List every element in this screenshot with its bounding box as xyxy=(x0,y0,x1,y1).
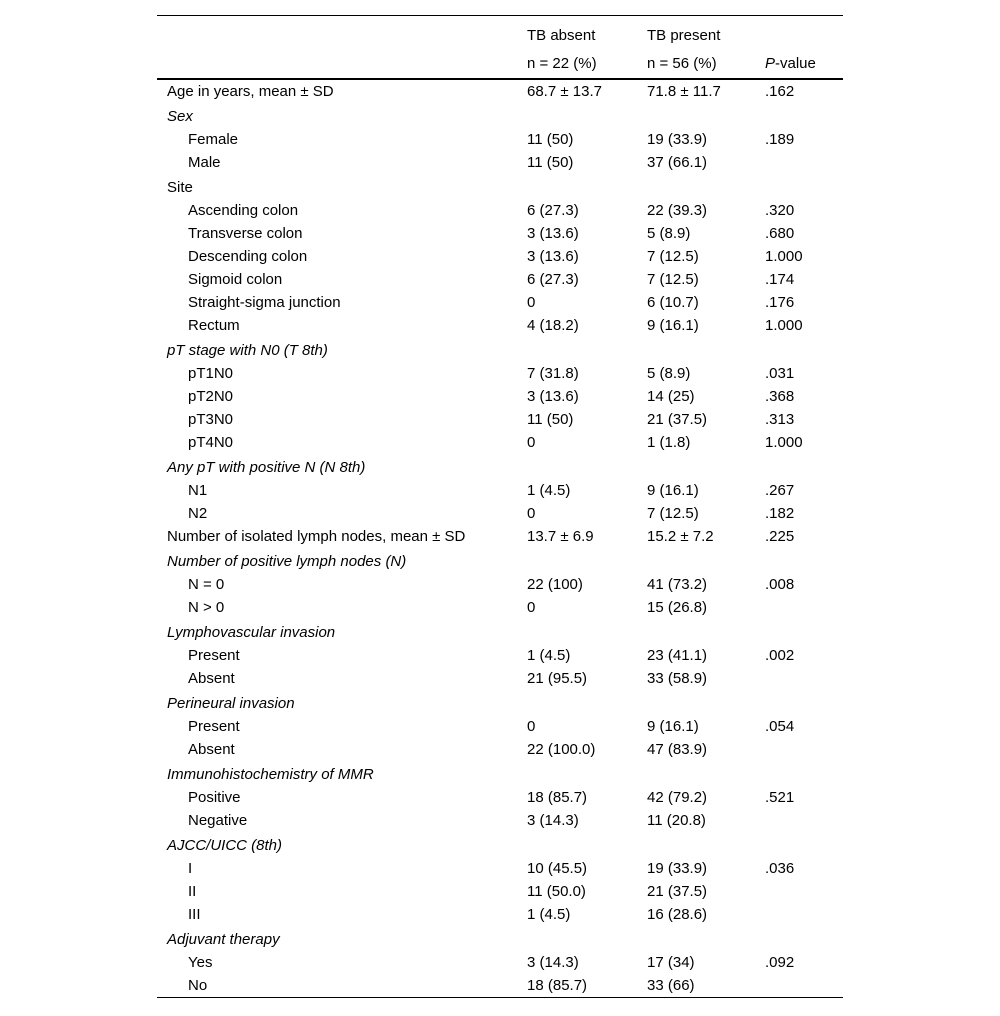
cell-p-value: 1.000 xyxy=(765,317,803,334)
cell-p-value xyxy=(765,974,843,997)
cell-p-value xyxy=(765,105,843,128)
cell-tb-absent: 4 (18.2) xyxy=(527,317,579,334)
cell-p-value: .176 xyxy=(765,294,795,311)
row-label: AJCC/UICC (8th) xyxy=(167,837,283,854)
row-label: N1 xyxy=(188,482,208,499)
cell-tb-present: 19 (33.9) xyxy=(647,860,708,877)
row-label: Yes xyxy=(188,954,213,971)
cell-tb-present: 7 (12.5) xyxy=(647,248,699,265)
cell-tb-present: 16 (28.6) xyxy=(647,906,708,923)
table-row xyxy=(157,502,843,525)
table-row xyxy=(157,337,843,362)
row-label: Positive xyxy=(188,789,241,806)
cell-tb-present: 33 (66) xyxy=(647,977,695,994)
cell-tb-present: 1 (1.8) xyxy=(647,434,691,451)
table-row xyxy=(157,362,843,385)
cell-tb-absent xyxy=(527,834,647,857)
table-row xyxy=(157,832,843,857)
cell-tb-absent: 3 (13.6) xyxy=(527,388,579,405)
table-row xyxy=(157,974,843,997)
cell-tb-absent: 1 (4.5) xyxy=(527,647,571,664)
table-row xyxy=(157,408,843,431)
table-row xyxy=(157,525,843,548)
table-row xyxy=(157,573,843,596)
cell-tb-absent: 3 (13.6) xyxy=(527,225,579,242)
row-label: Transverse colon xyxy=(188,225,303,242)
cell-p-value: .031 xyxy=(765,365,795,382)
cell-tb-absent: 21 (95.5) xyxy=(527,670,588,687)
cell-tb-absent xyxy=(527,763,647,786)
table-row xyxy=(157,128,843,151)
cell-tb-present: 9 (16.1) xyxy=(647,718,699,735)
cell-tb-present: 42 (79.2) xyxy=(647,789,708,806)
cell-p-value xyxy=(765,339,843,362)
cell-p-value xyxy=(765,903,843,926)
table-row xyxy=(157,199,843,222)
table-row xyxy=(157,786,843,809)
cell-tb-present: 7 (12.5) xyxy=(647,505,699,522)
row-label: Site xyxy=(167,179,193,196)
cell-p-value: .521 xyxy=(765,789,795,806)
row-label: Rectum xyxy=(188,317,240,334)
cell-tb-absent: 0 xyxy=(527,505,536,522)
cell-tb-absent xyxy=(527,621,647,644)
cell-tb-absent: 18 (85.7) xyxy=(527,789,588,806)
cell-p-value xyxy=(765,738,843,761)
row-label: Number of positive lymph nodes (N) xyxy=(167,553,407,570)
row-label: Straight-sigma junction xyxy=(188,294,341,311)
cell-p-value: .008 xyxy=(765,576,795,593)
p-italic: P xyxy=(765,55,776,72)
cell-p-value: .368 xyxy=(765,388,795,405)
table-row xyxy=(157,174,843,199)
p-rest: -value xyxy=(775,55,816,72)
cell-p-value xyxy=(765,809,843,832)
table-row xyxy=(157,385,843,408)
header-tb-absent-n: n = 22 (%) xyxy=(527,55,597,72)
header-p-value-label xyxy=(765,50,843,78)
cell-tb-absent xyxy=(527,339,647,362)
header-p-value xyxy=(765,22,843,78)
cell-p-value xyxy=(765,880,843,903)
table-row xyxy=(157,809,843,832)
table-row xyxy=(157,245,843,268)
table-row xyxy=(157,951,843,974)
row-label: Any pT with positive N (N 8th) xyxy=(167,459,366,476)
row-label: pT3N0 xyxy=(188,411,234,428)
table-row xyxy=(157,80,843,103)
table-row xyxy=(157,857,843,880)
cell-tb-present: 9 (16.1) xyxy=(647,482,699,499)
cell-tb-absent: 6 (27.3) xyxy=(527,202,579,219)
table-row xyxy=(157,103,843,128)
row-label: Perineural invasion xyxy=(167,695,295,712)
cell-tb-present xyxy=(647,928,765,951)
cell-tb-absent: 13.7 ± 6.9 xyxy=(527,528,594,545)
header-tb-absent-title: TB absent xyxy=(527,27,596,44)
row-label: pT1N0 xyxy=(188,365,234,382)
header-tb-absent xyxy=(527,22,647,78)
cell-p-value xyxy=(765,834,843,857)
cell-tb-present: 5 (8.9) xyxy=(647,365,691,382)
cell-tb-absent xyxy=(527,928,647,951)
cell-p-value: .092 xyxy=(765,954,795,971)
row-label: Adjuvant therapy xyxy=(167,931,280,948)
cell-tb-absent: 18 (85.7) xyxy=(527,977,588,994)
row-label: pT2N0 xyxy=(188,388,234,405)
header-tb-present-title: TB present xyxy=(647,27,721,44)
cell-tb-present: 37 (66.1) xyxy=(647,154,708,171)
table-row xyxy=(157,222,843,245)
cell-tb-present: 41 (73.2) xyxy=(647,576,708,593)
cell-p-value: .320 xyxy=(765,202,795,219)
cell-tb-present xyxy=(647,692,765,715)
cell-p-value: .036 xyxy=(765,860,795,877)
table-row xyxy=(157,454,843,479)
cell-tb-absent xyxy=(527,692,647,715)
row-label: Lymphovascular invasion xyxy=(167,624,336,641)
row-label: Ascending colon xyxy=(188,202,299,219)
cell-tb-absent: 0 xyxy=(527,434,536,451)
table-row xyxy=(157,690,843,715)
row-label: No xyxy=(188,977,208,994)
cell-p-value: .162 xyxy=(765,83,795,100)
cell-tb-absent: 11 (50) xyxy=(527,131,574,148)
cell-tb-present: 71.8 ± 11.7 xyxy=(647,83,721,100)
row-label: Immunohistochemistry of MMR xyxy=(167,766,374,783)
cell-tb-absent: 1 (4.5) xyxy=(527,482,571,499)
table-row xyxy=(157,479,843,502)
row-label: III xyxy=(188,906,201,923)
cell-p-value: .002 xyxy=(765,647,795,664)
cell-tb-present xyxy=(647,834,765,857)
cell-p-value xyxy=(765,621,843,644)
cell-tb-present: 9 (16.1) xyxy=(647,317,699,334)
cell-tb-present: 17 (34) xyxy=(647,954,695,971)
cell-tb-absent: 11 (50.0) xyxy=(527,883,586,900)
header-tb-present-n: n = 56 (%) xyxy=(647,55,717,72)
cell-p-value: 1.000 xyxy=(765,248,803,265)
row-label: Absent xyxy=(188,741,235,758)
row-label: II xyxy=(188,883,197,900)
cell-tb-absent: 22 (100.0) xyxy=(527,741,596,758)
clinicopathologic-table xyxy=(157,15,843,998)
cell-tb-present: 15 (26.8) xyxy=(647,599,708,616)
cell-tb-absent: 3 (13.6) xyxy=(527,248,579,265)
table-row xyxy=(157,619,843,644)
cell-tb-absent xyxy=(527,105,647,128)
cell-tb-present xyxy=(647,176,765,199)
cell-tb-present: 21 (37.5) xyxy=(647,411,708,428)
table-body xyxy=(157,80,843,997)
cell-tb-present xyxy=(647,621,765,644)
cell-tb-present: 14 (25) xyxy=(647,388,695,405)
cell-tb-absent: 7 (31.8) xyxy=(527,365,579,382)
cell-tb-present: 23 (41.1) xyxy=(647,647,708,664)
cell-tb-absent xyxy=(527,456,647,479)
table-row xyxy=(157,548,843,573)
cell-p-value: .189 xyxy=(765,131,795,148)
cell-p-value xyxy=(765,151,843,174)
cell-tb-absent: 6 (27.3) xyxy=(527,271,579,288)
cell-tb-absent: 11 (50) xyxy=(527,411,574,428)
row-label: Descending colon xyxy=(188,248,308,265)
cell-tb-absent: 0 xyxy=(527,718,536,735)
cell-tb-absent: 10 (45.5) xyxy=(527,860,588,877)
cell-tb-absent: 3 (14.3) xyxy=(527,954,579,971)
row-label: Female xyxy=(188,131,239,148)
table-row xyxy=(157,291,843,314)
table-row xyxy=(157,926,843,951)
cell-tb-absent: 11 (50) xyxy=(527,154,574,171)
cell-tb-present: 19 (33.9) xyxy=(647,131,708,148)
cell-tb-absent xyxy=(527,176,647,199)
row-label: Number of isolated lymph nodes, mean ± SD xyxy=(167,528,466,545)
table-header xyxy=(157,16,843,78)
cell-p-value xyxy=(765,763,843,786)
cell-tb-present: 7 (12.5) xyxy=(647,271,699,288)
row-label: pT stage with N0 (T 8th) xyxy=(167,342,328,359)
cell-p-value: .174 xyxy=(765,271,795,288)
cell-tb-present: 11 (20.8) xyxy=(647,812,706,829)
cell-p-value xyxy=(765,456,843,479)
cell-tb-present: 22 (39.3) xyxy=(647,202,708,219)
cell-tb-present xyxy=(647,550,765,573)
row-label: Negative xyxy=(188,812,248,829)
row-label: Age in years, mean ± SD xyxy=(167,83,334,100)
cell-p-value: .313 xyxy=(765,411,795,428)
cell-p-value xyxy=(765,550,843,573)
cell-p-value xyxy=(765,596,843,619)
row-label: Sigmoid colon xyxy=(188,271,283,288)
cell-p-value xyxy=(765,692,843,715)
cell-p-value: .054 xyxy=(765,718,795,735)
table-row xyxy=(157,880,843,903)
row-label: N2 xyxy=(188,505,208,522)
cell-p-value xyxy=(765,928,843,951)
cell-tb-absent: 3 (14.3) xyxy=(527,812,579,829)
row-label: Present xyxy=(188,647,240,664)
row-label: Sex xyxy=(167,108,193,125)
cell-tb-absent: 0 xyxy=(527,599,536,616)
header-tb-present xyxy=(647,22,765,78)
table-row xyxy=(157,738,843,761)
row-label: I xyxy=(188,860,193,877)
cell-tb-absent: 1 (4.5) xyxy=(527,906,571,923)
table-row xyxy=(157,314,843,337)
cell-p-value: .182 xyxy=(765,505,795,522)
cell-p-value: .225 xyxy=(765,528,795,545)
table-row xyxy=(157,596,843,619)
row-label: Absent xyxy=(188,670,235,687)
table-row xyxy=(157,431,843,454)
cell-p-value xyxy=(765,176,843,199)
table-row xyxy=(157,761,843,786)
cell-p-value xyxy=(765,667,843,690)
cell-tb-present xyxy=(647,105,765,128)
cell-tb-present: 6 (10.7) xyxy=(647,294,699,311)
table-row xyxy=(157,268,843,291)
cell-tb-present: 5 (8.9) xyxy=(647,225,691,242)
table-row xyxy=(157,644,843,667)
row-label: Male xyxy=(188,154,221,171)
row-label: N > 0 xyxy=(188,599,225,616)
row-label: Present xyxy=(188,718,240,735)
cell-tb-absent: 0 xyxy=(527,294,536,311)
table-bottom-rule xyxy=(157,997,843,998)
cell-p-value: .267 xyxy=(765,482,795,499)
cell-tb-absent xyxy=(527,550,647,573)
cell-tb-present xyxy=(647,456,765,479)
table-row xyxy=(157,151,843,174)
table-row xyxy=(157,715,843,738)
cell-tb-present: 33 (58.9) xyxy=(647,670,708,687)
cell-tb-present: 15.2 ± 7.2 xyxy=(647,528,714,545)
cell-p-value: .680 xyxy=(765,225,795,242)
header-empty-cell xyxy=(157,22,527,78)
cell-tb-present: 47 (83.9) xyxy=(647,741,708,758)
row-label: pT4N0 xyxy=(188,434,234,451)
cell-p-value: 1.000 xyxy=(765,434,803,451)
cell-tb-present xyxy=(647,763,765,786)
cell-tb-absent: 68.7 ± 13.7 xyxy=(527,83,602,100)
cell-tb-present xyxy=(647,339,765,362)
cell-tb-present: 21 (37.5) xyxy=(647,883,708,900)
table-row xyxy=(157,667,843,690)
row-label: N = 0 xyxy=(188,576,225,593)
table-row xyxy=(157,903,843,926)
cell-tb-absent: 22 (100) xyxy=(527,576,583,593)
